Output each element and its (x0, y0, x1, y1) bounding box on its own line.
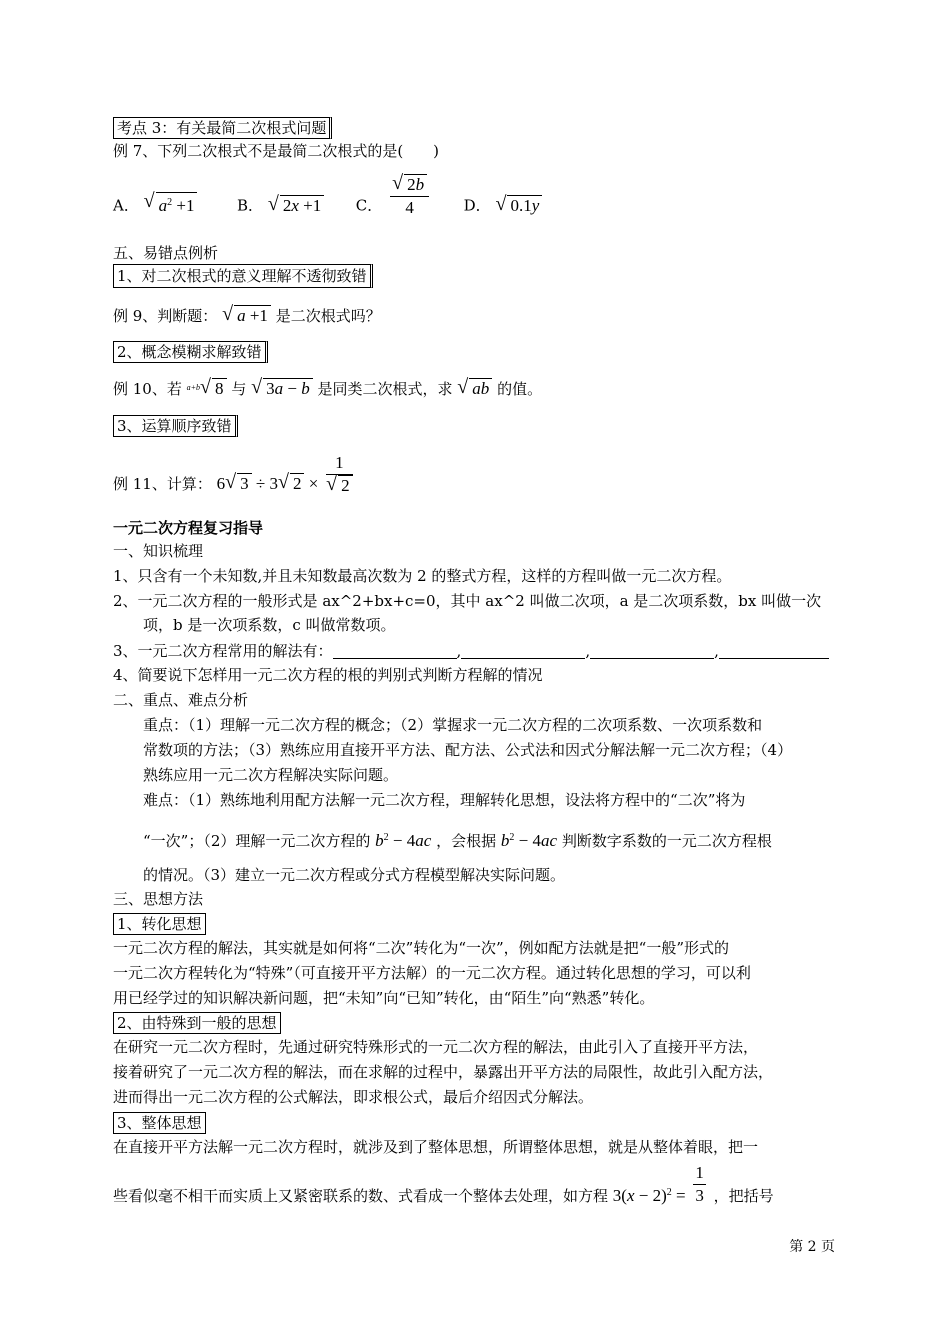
knowledge-item-2-line-1: 2、一元二次方程的一般形式是 ax^2+bx+c=0，其中 ax^2 叫做二次项，a 是二次项系数，bx 叫做一次 (113, 592, 822, 610)
method-2-line-3: 进而得出一元二次方程的公式解法，即求根公式，最后介绍因式分解法。 (113, 1088, 594, 1106)
error-3-heading: 3、运算顺序致错 (113, 415, 238, 437)
key-points-line-3: 熟练应用一元二次方程解决实际问题。 (143, 766, 399, 784)
option-d-label: D． (463, 196, 491, 215)
discriminant-expression-2: $b^2 - 4ac$ (500, 831, 558, 850)
option-a-expression: √ $a^2 +1$ (144, 196, 198, 215)
quadratic-review-title: 一元二次方程复习指导 (113, 519, 264, 537)
difficulty-line-2: “一次”；（2）理解一元二次方程的 $b^2 - 4ac$ ，会根据 $b^2 - 4ac$ 判断数字系数的一元二次方程根 (143, 831, 772, 850)
page-number: 第 2 页 (789, 1239, 835, 1255)
method-3-heading: 3、整体思想 (113, 1112, 206, 1134)
example-10: 例 10、若 $^{a+b}$√ 8 与 √ 3a − b 是同类二次根式，求 √ ab 的值。 (113, 378, 542, 399)
error-1-heading: 1、对二次根式的意义理解不透彻致错 (113, 264, 373, 288)
knowledge-item-1: 1、只含有一个未知数,并且未知数最高次数为 2 的整式方程，这样的方程叫做一元二次方程。 (113, 567, 732, 585)
option-b-expression: √ 2x +1 (268, 196, 324, 215)
example-9: 例 9、判断题： √ a +1 是二次根式吗？ (113, 305, 381, 326)
example-10-expr-3: √ ab (457, 379, 492, 398)
key-points-line-1: 重点：（1）理解一元二次方程的概念；（2）掌握求一元二次方程的二次项系数、一次项系数和 (143, 716, 763, 734)
answer-blank-1[interactable] (333, 642, 457, 659)
knowledge-item-4: 4、简要说下怎样用一元二次方程的根的判别式判断方程解的情况 (113, 666, 543, 684)
equation-expression: $3(x - 2)^2$ = (612, 1185, 686, 1205)
knowledge-item-2-line-2: 项，b 是一次项系数，c 叫做常数项。 (143, 616, 396, 634)
method-3-line-2: 些看似毫不相干而实质上又紧密联系的数、式看成一个整体去处理，如方程 $3(x - 2)^2$ = $\frac{1}{3}$ ，把括号 (113, 1163, 774, 1205)
answer-blank-3[interactable] (590, 642, 714, 659)
difficulty-line-3: 的情况。（3）建立一元二次方程或分式方程模型解决实际问题。 (143, 866, 566, 884)
knowledge-heading: 一、知识梳理 (113, 542, 204, 560)
option-d-expression: √ 0.1y (495, 196, 542, 215)
example-7-options (113, 175, 542, 229)
answer-blank-4[interactable] (719, 642, 829, 659)
section-5-heading: 五、易错点例析 (113, 244, 219, 262)
example-11: 例 11、计算： 6√ 3 ÷ 3√ 2 × 1 √ 2 (113, 452, 356, 497)
example-7-stem: 例 7、下列二次根式不是最简二次根式的是( ) (113, 142, 440, 160)
example-11-fraction: 1 √ 2 (326, 452, 353, 497)
key-points-line-2: 常数项的方法；（3）熟练应用直接开平方法、配方法、公式法和因式分解法解一元二次方程；（4） (143, 741, 793, 759)
answer-blank-2[interactable] (461, 642, 585, 659)
example-10-expr-2: √ 3a − b (251, 379, 313, 398)
key-points-heading: 二、重点、难点分析 (113, 691, 249, 709)
method-1-line-1: 一元二次方程的解法，其实就是如何将“二次”转化为“一次”，例如配方法就是把“一般”形式的 (113, 939, 730, 957)
methods-heading: 三、思想方法 (113, 890, 204, 908)
method-1-line-3: 用已经学过的知识解决新问题，把“未知”向“已知”转化，由“陌生”向“熟悉”转化。 (113, 989, 655, 1007)
option-c-expression: √ $\frac{2b}{4}$ (390, 174, 429, 219)
difficulty-line-1: 难点：（1）熟练地利用配方法解一元二次方程，理解转化思想，设法将方程中的“二次”将为 (143, 791, 746, 809)
method-3-line-1: 在直接开平方法解一元二次方程时，就涉及到了整体思想，所谓整体思想，就是从整体着眼，把一 (113, 1138, 759, 1156)
method-1-line-2: 一元二次方程转化为“特殊”（可直接开平方法解）的一元二次方程。通过转化思想的学习，可以利 (113, 964, 751, 982)
option-b-label: B． (237, 196, 264, 215)
equation-fraction: $\frac{1}{3}$ (695, 1163, 704, 1205)
method-2-line-1: 在研究一元二次方程时，先通过研究特殊形式的一元二次方程的解法，由此引入了直接开平方法， (113, 1038, 759, 1056)
knowledge-item-3: 3、一元二次方程常用的解法有： , , , (113, 641, 829, 661)
example-9-expression: √ a +1 (222, 306, 271, 325)
option-c-label: C． (355, 196, 383, 215)
discriminant-expression-1: $b^2 - 4ac$ (375, 831, 432, 850)
example-10-expr-1: $^{a+b}$√ 8 (187, 379, 227, 398)
method-2-line-2: 接着研究了一元二次方程的解法，而在求解的过程中，暴露出开平方法的局限性，故此引入配方法， (113, 1063, 774, 1081)
option-a-label: A． (113, 196, 139, 215)
kaodian-3-heading: 考点 3：有关最简二次根式问题 (113, 117, 332, 139)
example-11-expression: 6√ 3 ÷ 3√ 2 × (217, 474, 319, 493)
method-1-heading: 1、转化思想 (113, 913, 206, 935)
error-2-heading: 2、概念模糊求解致错 (113, 341, 268, 363)
method-2-heading: 2、由特殊到一般的思想 (113, 1012, 281, 1034)
